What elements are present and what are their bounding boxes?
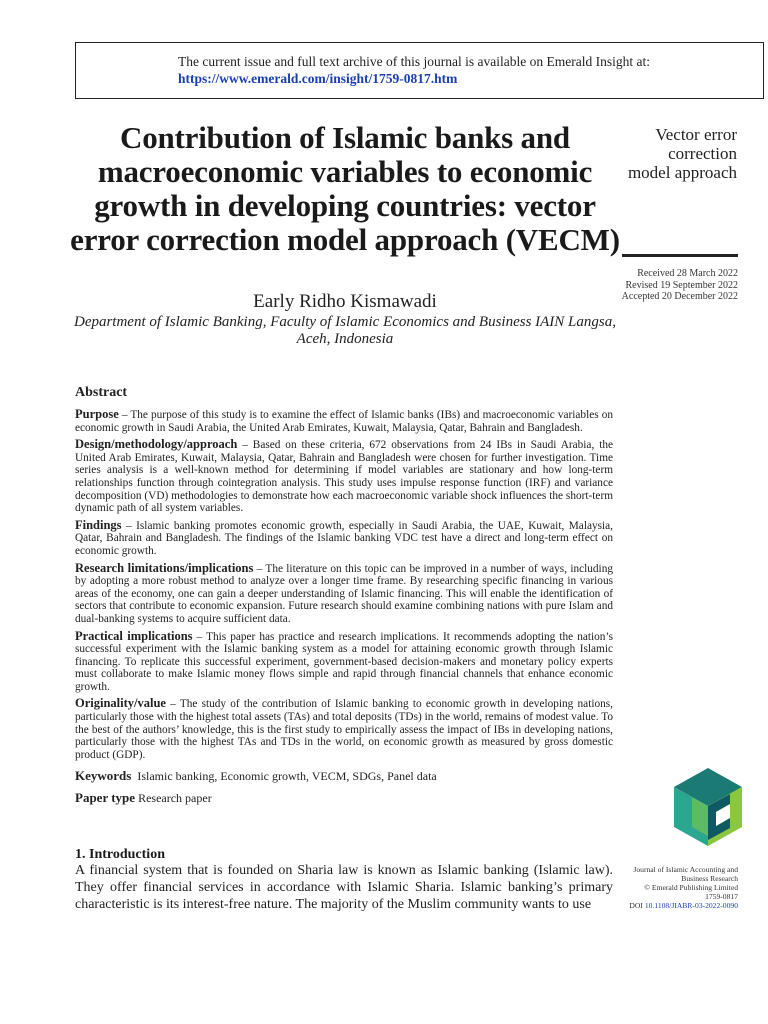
paper-type-text: Research paper — [138, 791, 212, 806]
emerald-logo-icon — [672, 766, 744, 848]
abstract-text: – The literature on this topic can be improved in a number of ways, including by adopting a more robust method to analyze over a longer time frame. By researching specific financing in various areas of the economy, one can gain a deeper understanding of Islamic financing. This will enable the identification of sectors that contribute to economic expansion. Future research should examine combining nations with pure Islam and dual-banking systems to acquire sufficient data. — [75, 562, 613, 625]
journal-notice-box — [75, 42, 764, 99]
abstract-design — [75, 438, 613, 515]
abstract-text: – The purpose of this study is to examine the effect of Islamic banks (IBs) and macroeconomic variables on economic growth in Saudi Arabia, the United Arab Emirates, Kuwait, Malaysia, Qatar, Bahrain and Bangladesh. — [75, 409, 613, 434]
journal-name: Journal of Islamic Accounting and Business Research — [633, 865, 738, 883]
abstract-label: Practical implications — [75, 628, 193, 643]
keywords-label: Keywords — [75, 768, 132, 784]
article-title: Contribution of Islamic banks and macroeconomic variables to economic growth in developing countries: vector error correction model approach (VECM) — [70, 120, 620, 257]
abstract-limitations — [75, 562, 613, 626]
author-name: Early Ridho Kismawadi — [253, 291, 437, 312]
abstract-label: Findings — [75, 517, 122, 532]
abstract-label: Research limitations/implications — [75, 560, 254, 575]
abstract-label: Purpose — [75, 407, 119, 421]
author-affiliation: Department of Islamic Banking, Faculty of Islamic Economics and Business IAIN Langsa, Aceh, Indonesia — [73, 314, 616, 347]
abstract-text: – The study of the contribution of Islamic banking to economic growth in developing nations, particularly those with the highest total assets (TAs) and total deposits (TDs) in the world, remains of modest value. To the best of the authors’ knowledge, this is the first study to empirically assess the impact of IBs in developing nations, particularly those with the highest TAs and TDs in the world, on economic growth as measured by gross domestic product (GDP). — [75, 698, 613, 761]
introduction-text: A financial system that is founded on Sharia law is known as Islamic banking (Islamic law). They offer financial services in accordance with Islamic Sharia. Islamic banking’s primary characteristic is its interest-free nature. The majority of the Muslim community wants to use — [75, 863, 613, 912]
revised-date: Revised 19 September 2022 — [625, 279, 738, 291]
article-dates — [610, 268, 738, 303]
received-date: Received 28 March 2022 — [637, 268, 738, 279]
journal-url-link[interactable]: https://www.emerald.com/insight/1759-0817.htm — [178, 71, 458, 86]
abstract-practical — [75, 630, 613, 694]
abstract-originality — [75, 697, 613, 761]
running-title: Vector error correction model approach — [627, 125, 737, 182]
abstract-findings — [75, 519, 613, 558]
sidebar-divider — [622, 254, 738, 257]
abstract-label: Originality/value — [75, 696, 166, 711]
doi-link[interactable]: 10.1108/JIABR-03-2022-0090 — [644, 901, 738, 910]
issn: 1759-0817 — [705, 892, 738, 901]
abstract-text: – This paper has practice and research implications. It recommends adopting the nation’s successful experiment with the Islamic banking system as a model for attaining economic growth through Islamic financing. To replicate this successful experiment, government-based decision-makers and monetary policy experts must collaborate to make Islamic money flows simple and rapid through financial channels that enhance economic growth. — [75, 630, 613, 693]
doi-label: DOI — [629, 901, 643, 910]
abstract-text: – Islamic banking promotes economic growth, especially in Saudi Arabia, the UAE, Kuwait, Malaysia, Qatar, Bahrain and Bangladesh. The findings of the Islamic banking VDC test have a direct and long-term effect on economic growth. — [75, 519, 613, 557]
accepted-date: Accepted 20 December 2022 — [621, 291, 738, 302]
paper-type-label: Paper type — [75, 790, 136, 806]
notice-text: The current issue and full text archive of this journal is available on Emerald Insight at: — [178, 54, 650, 69]
journal-info — [612, 865, 738, 910]
introduction-heading: 1. Introduction — [75, 847, 165, 862]
abstract-text: – Based on these criteria, 672 observations from 24 IBs in Saudi Arabia, the United Arab Emirates, Kuwait, Malaysia, Qatar, Bahrain and Bangladesh were chosen for further investigation. Time series analysis is a well-known method for determining if model variables are stationary and how long-term relationships function through cointegration analysis. This study uses impulse response function (IRF) and variance decomposition (VD) methodologies to demonstrate how each macroeconomic variable shock influences the short-term dynamic path of all system variables. — [75, 439, 613, 515]
keywords-text: Islamic banking, Economic growth, VECM, SDGs, Panel data — [137, 769, 437, 784]
publisher: © Emerald Publishing Limited — [644, 883, 738, 892]
keywords-line — [75, 769, 613, 783]
abstract-section — [75, 385, 613, 805]
doi-line — [612, 901, 738, 910]
abstract-purpose — [75, 408, 613, 434]
abstract-heading: Abstract — [75, 385, 128, 400]
paper-type-line — [75, 791, 613, 805]
abstract-label: Design/methodology/approach — [75, 437, 238, 452]
